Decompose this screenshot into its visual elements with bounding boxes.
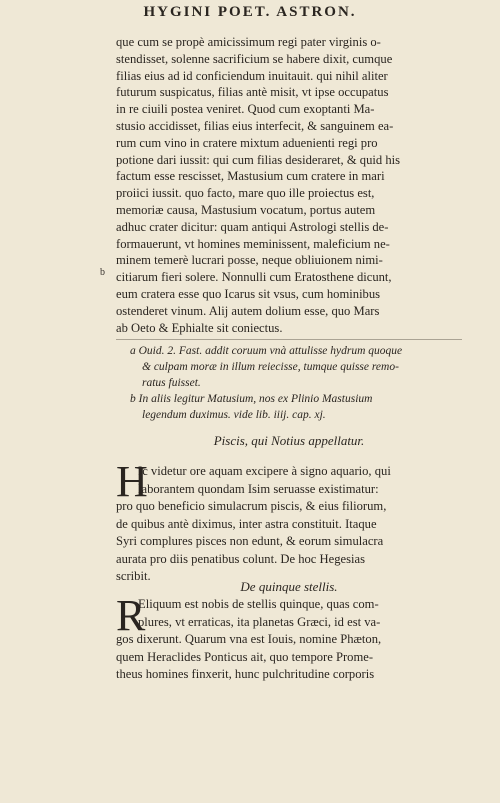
footnote-line (130, 343, 460, 359)
text-line: proiici iussit. quo facto, mare quo ille proiectus est, (116, 186, 375, 201)
main-text-block (116, 34, 462, 336)
footnote-line (130, 359, 460, 375)
running-header: HYGINI POET. ASTRON. (143, 4, 357, 20)
footnote-letter: a (130, 345, 139, 357)
text-line: theus homines finxerit, hunc pulchritudine corporis (116, 667, 375, 681)
text-line: Ic videtur ore aquam excipere à signo aquario, qui (138, 464, 391, 478)
text-line: adhuc crater dicitur: quam antiqui Astrologi stellis de- (116, 219, 389, 234)
footnote-text: & culpam moræ in illum reiecisse, tumque quisse remo- (142, 361, 399, 373)
text-line: in re ciuili postea veniret. Quod cum exoptanti Ma- (116, 102, 375, 117)
section-title-stellis: De quinque stellis. (240, 579, 338, 594)
text-line: gos dixerunt. Quarum vna est Iouis, nomine Phæton, (116, 632, 382, 646)
text-line: stendisset, solenne sacrificium se habere dixit, cumque (116, 51, 393, 66)
footnote-letter: b (130, 393, 139, 405)
text-line: aurata pro diis penatibus colunt. De hoc Hegesias (116, 551, 366, 566)
text-line: Syri complures pisces non edunt, & eorum simulacra (116, 534, 384, 548)
text-line: de quibus antè diximus, inter astra constituit. Itaque (116, 516, 377, 531)
text-line: eum cratera esse quo Icarus sit vsus, cum hominibus (116, 286, 381, 301)
text-line: citiarum fieri solere. Nonnulli cum Eratosthene dicunt, (116, 270, 392, 285)
section-paragraph-piscis (116, 463, 462, 586)
text-line: potione dari iussit: qui cum filias desideraret, & quid his (116, 152, 401, 167)
text-line: memoriæ causa, Mastusium vocatum, portus autem (116, 202, 376, 217)
dropcap-h: H (116, 457, 148, 506)
text-line: futurum suspicatus, filias antè misit, vt ipse occupatus (116, 85, 389, 100)
text-line: laborantem quondam Isim seruasse existimatur: (138, 481, 379, 496)
section-paragraph-stellis (116, 591, 462, 684)
text-line: scribit. (116, 569, 151, 583)
footnotes-block (130, 343, 460, 423)
text-line: plures, vt erraticas, ita planetas Græci, id est va- (138, 614, 381, 629)
footnote-text: ratus fuisset. (142, 377, 201, 389)
text-line: factum esse rescisset, Mastusium cum cratere in mari (116, 169, 385, 184)
notes-divider (116, 339, 462, 340)
footnote-line (130, 375, 460, 391)
marginal-note-marker: b (100, 267, 105, 278)
text-line: que cum se propè amicissimum regi pater virginis o- (116, 35, 381, 49)
text-line: filias eius ad id conficiendum inuitauit. qui nihil aliter (116, 68, 388, 83)
footnote-text: legendum duximus. vide lib. iiij. cap. xj. (142, 409, 326, 421)
text-line: minem temerè lucrari posse, neque obliuionem nimi- (116, 253, 383, 268)
section-title-piscis: Piscis, qui Notius appellatur. (213, 433, 365, 448)
text-line: stusio accidisset, filias eius interfecit, & sanguinem ea- (116, 118, 394, 133)
text-line: ostenderet vinum. Alij autem dolium esse, quo Mars (116, 303, 380, 318)
text-line: formauerunt, vt homines meminissent, maleficium ne- (116, 236, 390, 251)
text-line: Eliquum est nobis de stellis quinque, quas com- (138, 597, 379, 611)
footnote-line (130, 391, 460, 407)
dropcap-r: R (116, 591, 146, 640)
footnote-text: In aliis legitur Matusium, nos ex Plinio Mastusium (138, 393, 373, 405)
text-line: quem Heraclides Ponticus ait, quo tempore Prome- (116, 649, 374, 664)
text-line: rum cum vino in cratere mixtum aduenienti regi pro (116, 135, 378, 150)
text-line: pro quo beneficio simulacrum piscis, & eius filiorum, (116, 499, 387, 513)
text-line: ab Oeto & Ephialte sit coniectus. (116, 320, 283, 335)
footnote-line (130, 407, 460, 423)
footnote-text: Ouid. 2. Fast. addit coruum vnà attulisse hydrum quoque (138, 345, 403, 357)
